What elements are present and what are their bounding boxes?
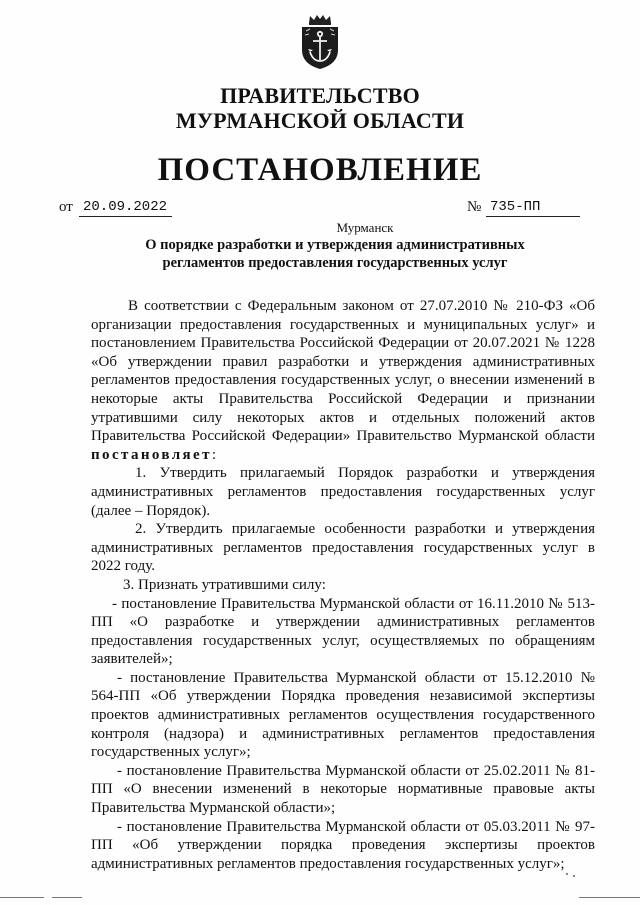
footer-rule-left-short (52, 897, 82, 898)
city-name: Мурманск (336, 220, 394, 235)
number-value: 735-ПП (486, 198, 580, 217)
title-line2: регламентов предоставления государственных услуг (162, 255, 508, 271)
decree-word: постановляет (91, 446, 212, 463)
murmansk-coat-of-arms-icon (297, 14, 343, 70)
repealed-item-2: - постановление Правительства Мурманской области от 15.12.2010 № 564-ПП «Об утверждении Порядка проведения независимой экспертизы проектов административных регламентов осуществления государственного контроля (надзора) и административных регламентов предоставления государственных услуг»; (91, 669, 595, 761)
date-label: от (59, 199, 73, 215)
document-title (125, 236, 545, 272)
number-label: № (467, 199, 482, 215)
document-type: ПОСТАНОВЛЕНИЕ (157, 152, 483, 188)
document-body (91, 297, 595, 873)
decree-colon: : (211, 446, 217, 463)
item-1: 1. Утвердить прилагаемый Порядок разработки и утверждения административных регламентов предоставления государственных услуг (далее – Порядок). (91, 465, 595, 519)
footer-rule-right (579, 897, 640, 898)
footer-rule-left (0, 897, 44, 898)
organization-name-line1: ПРАВИТЕЛЬСТВО (220, 83, 420, 108)
item-3: 3. Признать утратившими силу: (123, 576, 326, 593)
repealed-item-4: - постановление Правительства Мурманской области от 05.03.2011 № 97-ПП «Об утверждении порядка проведения экспертизы проектов административных регламентов предоставления государственных услуг»; (91, 818, 595, 872)
item-2: 2. Утвердить прилагаемые особенности разработки и утверждения административных регламентов предоставления государственных услуг в 2022 году. (91, 521, 595, 575)
date-value: 20.09.2022 (79, 198, 172, 217)
organization-name-line2: МУРМАНСКОЙ ОБЛАСТИ (175, 108, 465, 133)
repealed-item-3: - постановление Правительства Мурманской области от 25.02.2011 № 81-ПП «О внесении изменений в некоторые нормативные правовые акты Правительства Мурманской области»; (91, 762, 595, 817)
title-line1: О порядке разработки и утверждения административных (145, 237, 525, 253)
repealed-item-1: - постановление Правительства Мурманской области от 16.11.2010 № 513-ПП «О разработке и утверждении административных регламентов предоставления государственных услуг, осуществляемых по обращениям заявителей»; (91, 595, 595, 668)
scan-speck (566, 873, 568, 875)
preamble-text: В соответствии с Федеральным законом от 27.07.2010 № 210-ФЗ «Об организации предоставления государственных и муниципальных услуг» и постановлением Правительства Российской Федерации от 20.07.2021 № 1228 «Об утверждении правил разработки и утверждения административных регламентов предоставления государственных услуг, о внесении изменений в некоторые акты Правительства Российской Федерации и признании утратившими силу некоторых актов и отдельных положений актов Правительства Российской Федерации» Правительство Мурманской области (91, 298, 595, 445)
preamble-paragraph (91, 297, 595, 464)
scan-speck (573, 875, 575, 877)
